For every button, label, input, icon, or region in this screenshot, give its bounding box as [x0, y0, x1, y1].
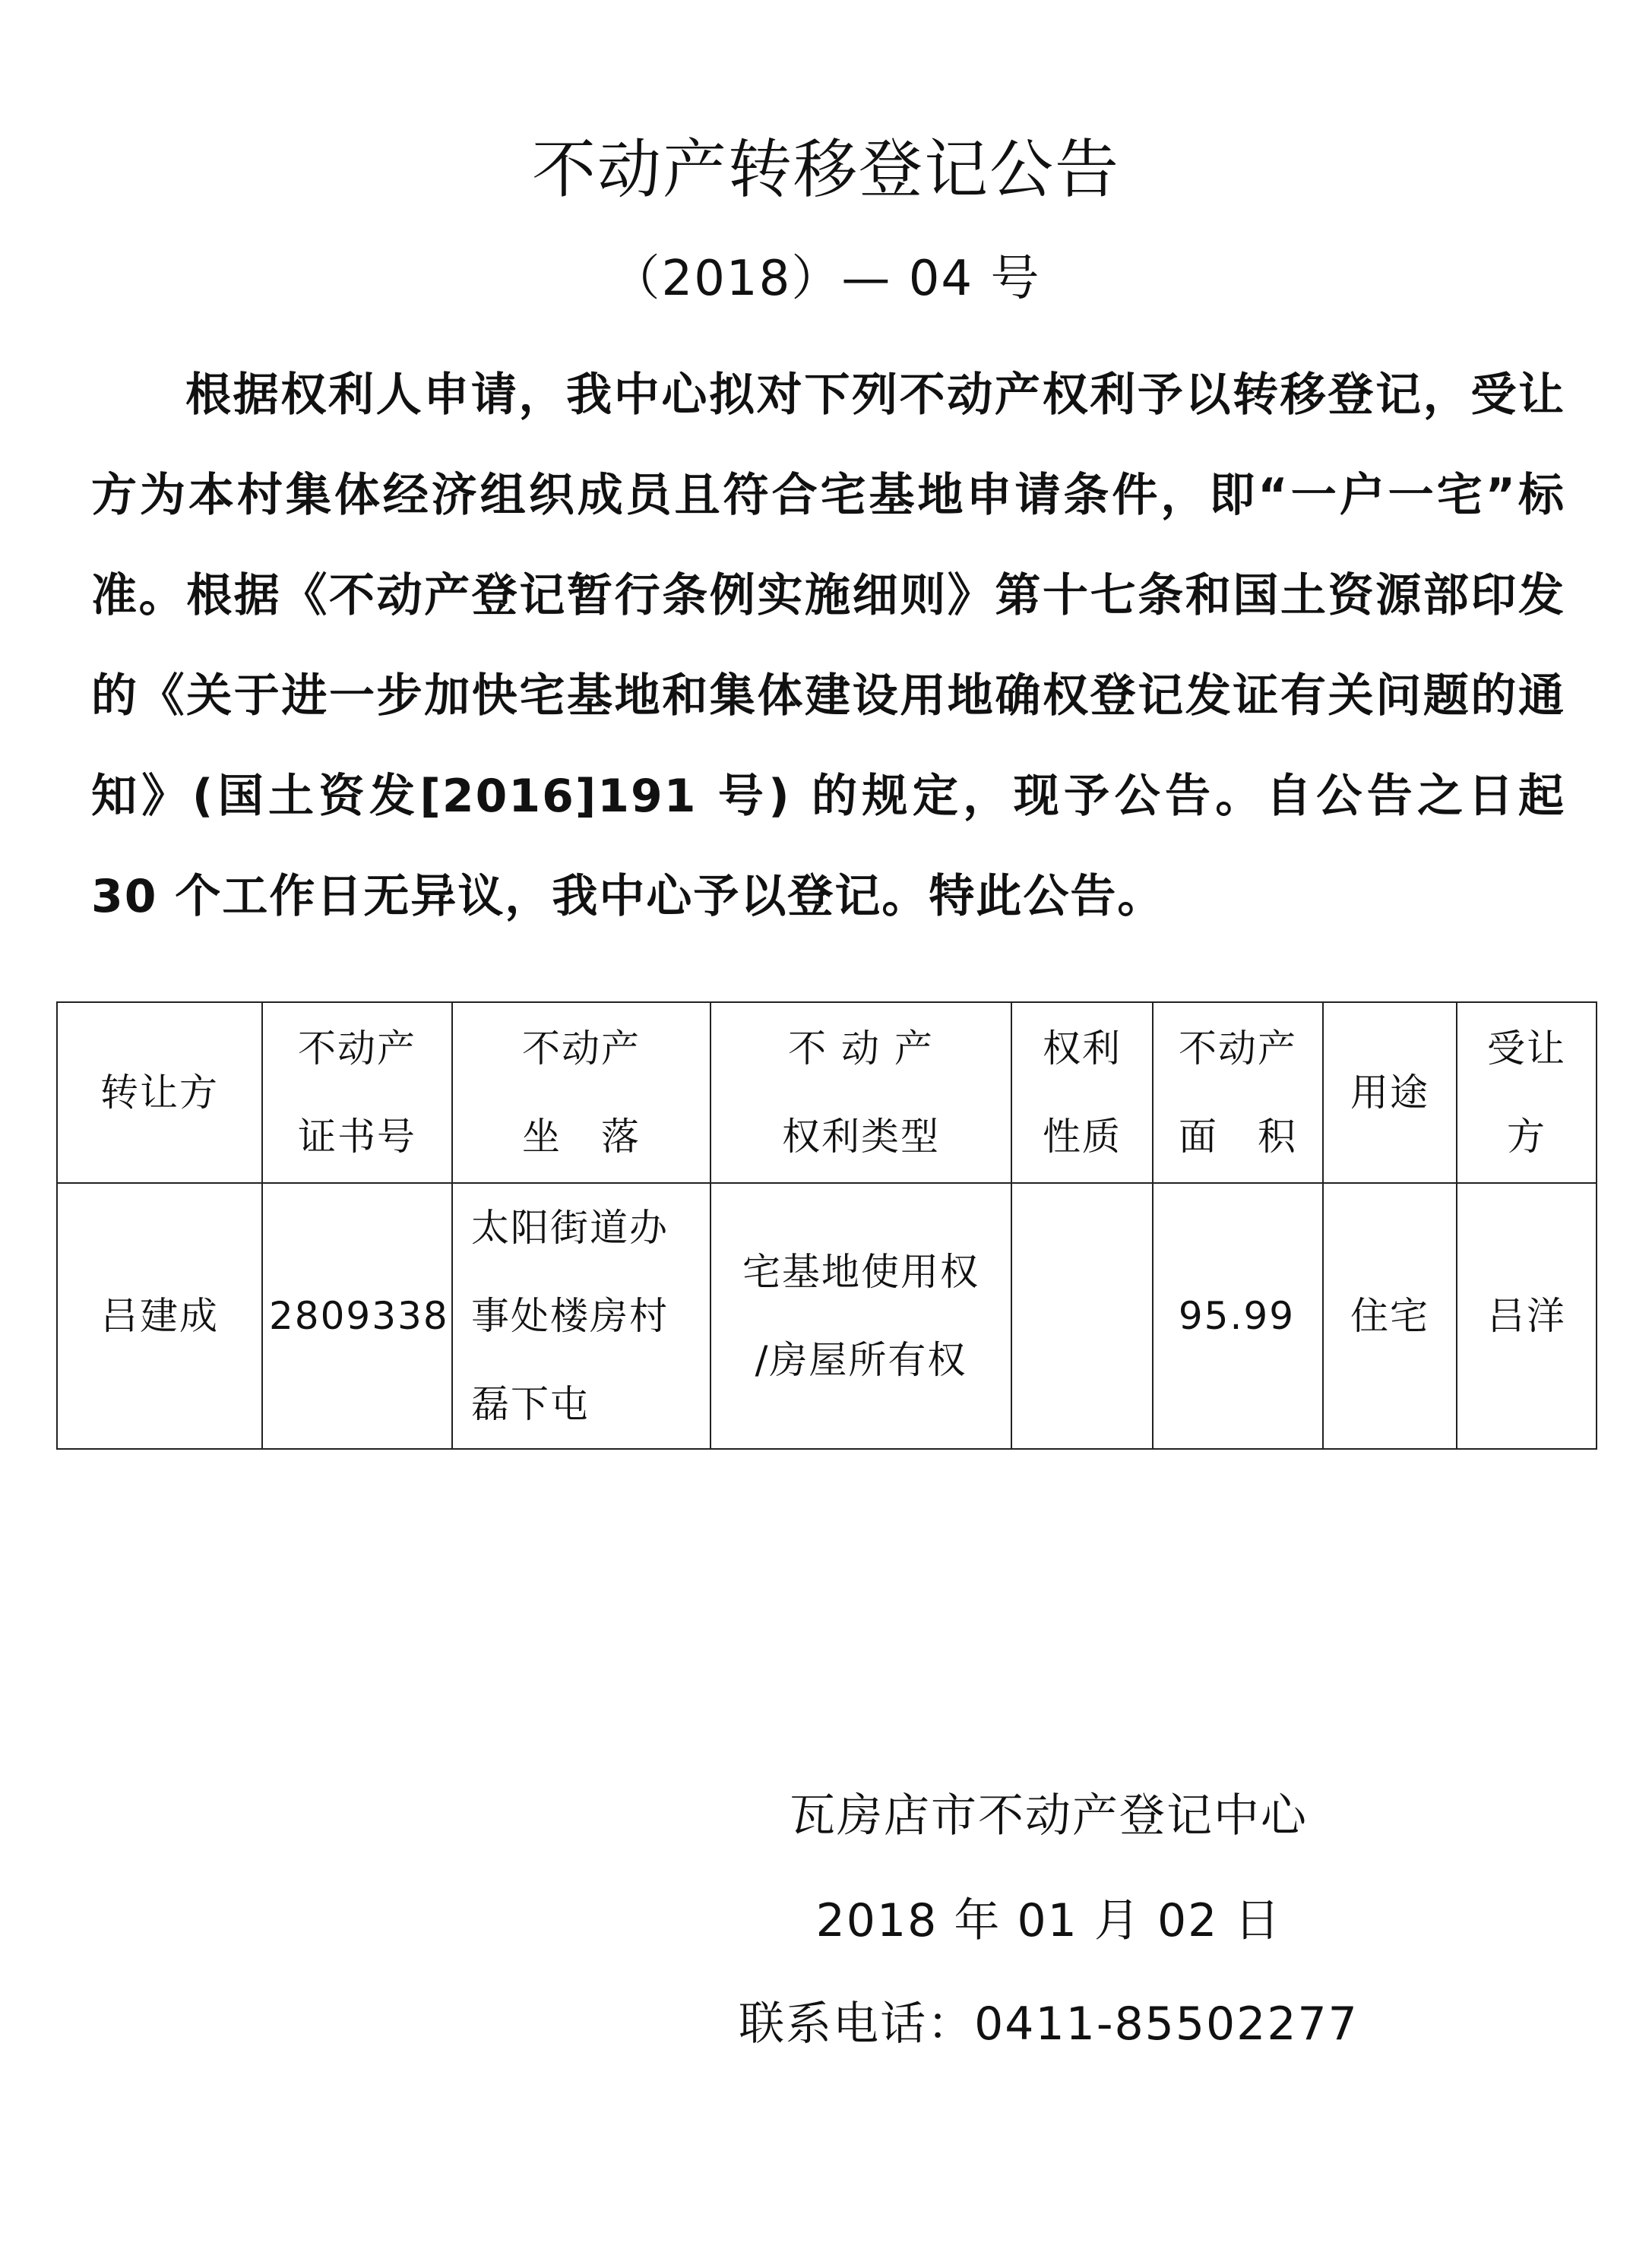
issue-date: 2018 年 01 月 02 日 [815, 1894, 1282, 1947]
header-right-type: 不 动 产 权利类型 [710, 1002, 1011, 1183]
cell-certificate-no: 2809338 [262, 1183, 452, 1449]
property-table [56, 1001, 1597, 1450]
contact-phone: 联系电话：0411-85502277 [739, 1998, 1359, 2051]
cell-area: 95.99 [1153, 1183, 1323, 1449]
notice-number: （2018）— 04 号 [611, 251, 1041, 307]
notice-title: 不动产转移登记公告 [531, 132, 1120, 207]
header-right-nature: 权利 性质 [1011, 1002, 1153, 1183]
cell-right-type: 宅基地使用权 /房屋所有权 [710, 1183, 1011, 1449]
cell-transferee: 吕洋 [1457, 1183, 1597, 1449]
notice-body: 根据权利人申请，我中心拟对下列不动产权利予以转移登记，受让方为本村集体经济组织成员且符合宅基地申请条件，即“一户一宅”标准。根据《不动产登记暂行条例实施细则》第十七条和国土资源部印发的《关于进一步加快宅基地和集体建设用地确权登记发证有关问题的通知》(国土资发[2016]191 号) 的规定，现予公告。自公告之日起 30 个工作日无异议，我中心予以登记。特此公告。 [91, 369, 1565, 923]
table-header-row [57, 1002, 1597, 1183]
header-area: 不动产 面 积 [1153, 1002, 1323, 1183]
header-transferor: 转让方 [57, 1002, 262, 1183]
cell-location: 太阳街道办 事处楼房村 磊下屯 [452, 1183, 710, 1449]
header-transferee: 受让 方 [1457, 1002, 1597, 1183]
header-usage: 用途 [1323, 1002, 1457, 1183]
issuer-name: 瓦房店市不动产登记中心 [790, 1789, 1308, 1843]
table-row [57, 1183, 1597, 1449]
cell-right-nature [1011, 1183, 1153, 1449]
header-certificate-no: 不动产 证书号 [262, 1002, 452, 1183]
cell-usage: 住宅 [1323, 1183, 1457, 1449]
cell-transferor: 吕建成 [57, 1183, 262, 1449]
header-location: 不动产 坐 落 [452, 1002, 710, 1183]
